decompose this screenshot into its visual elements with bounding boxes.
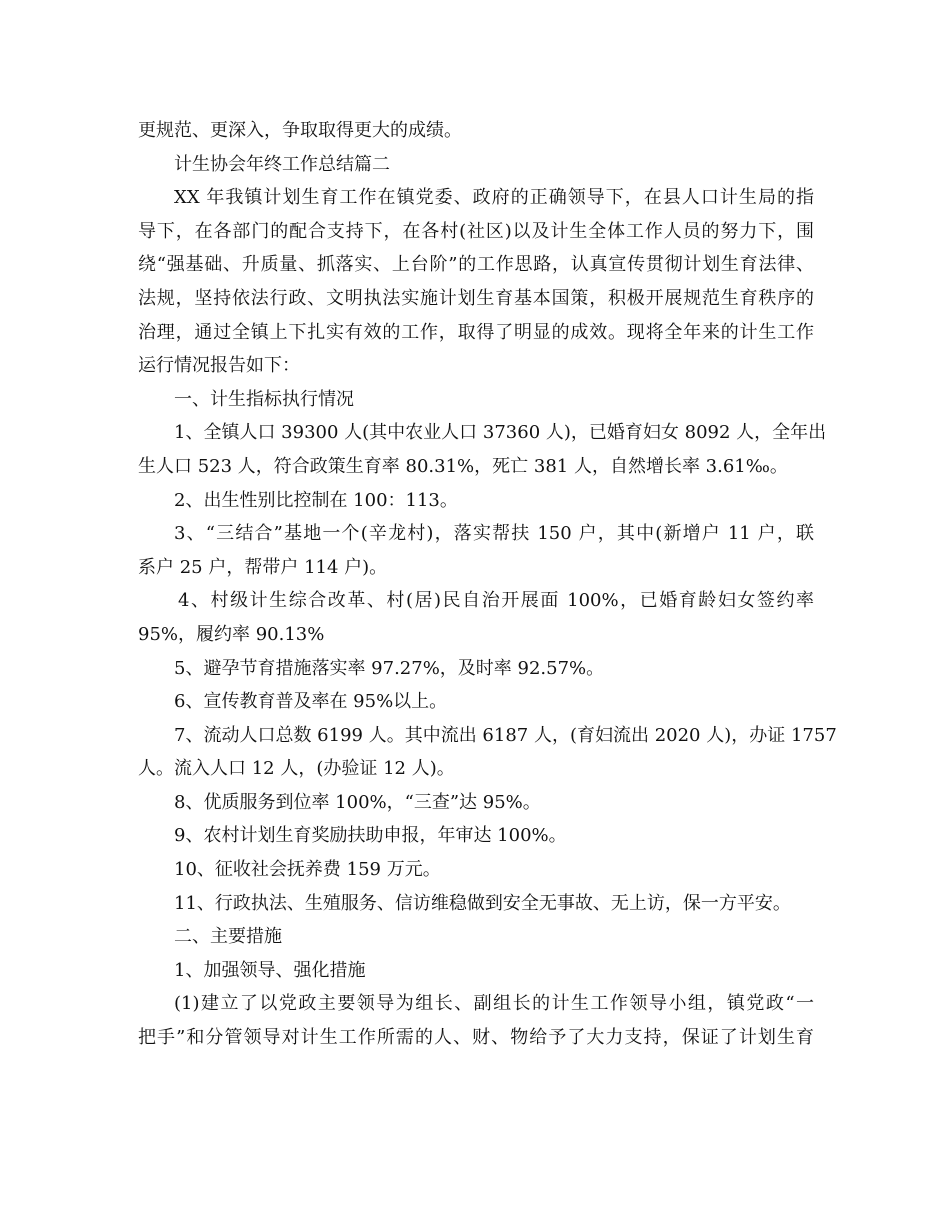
paragraph-line: 人。流入人口 12 人，(办验证 12 人)。 — [138, 758, 455, 780]
paragraph-line: 11、行政执法、生殖服务、信访维稳做到安全无事故、无上访，保一方平安。 — [174, 892, 791, 914]
paragraph-line: 把手”和分管领导对计生工作所需的人、财、物给予了大力支持，保证了计划生育 — [138, 1027, 814, 1049]
paragraph-line: XX 年我镇计划生育工作在镇党委、政府的正确领导下，在县人口计生局的指 — [174, 187, 814, 209]
heading-measures: 二、主要措施 — [174, 926, 282, 948]
paragraph-line: 法规，坚持依法行政、文明执法实施计划生育基本国策，积极开展规范生育秩序的 — [138, 287, 814, 309]
paragraph-line: 4、村级计生综合改革、村(居)民自治开展面 100%，已婚育龄妇女签约率 — [178, 590, 814, 612]
paragraph-line: 95%，履约率 90.13% — [138, 623, 325, 645]
paragraph-line: 运行情况报告如下： — [138, 355, 300, 377]
paragraph-line: 8、优质服务到位率 100%，“三查”达 95%。 — [174, 791, 541, 813]
paragraph-line: 生人口 523 人，符合政策生育率 80.31%，死亡 381 人，自然增长率 3.61‰。 — [138, 455, 788, 477]
paragraph-line: 5、避孕节育措施落实率 97.27%，及时率 92.57%。 — [174, 657, 605, 679]
paragraph-line: 更规范、更深入，争取取得更大的成绩。 — [138, 120, 462, 141]
paragraph-line: 治理，通过全镇上下扎实有效的工作，取得了明显的成效。现将全年来的计生工作 — [138, 321, 814, 343]
subheading: 1、加强领导、强化措施 — [174, 959, 366, 981]
paragraph-line: 3、“三结合”基地一个(辛龙村)，落实帮扶 150 户，其中(新增户 11 户，联 — [174, 523, 814, 545]
paragraph-line: (1)建立了以党政主要领导为组长、副组长的计生工作领导小组，镇党政“一 — [174, 993, 814, 1015]
paragraph-line: 2、出生性别比控制在 100：113。 — [174, 489, 458, 511]
paragraph-line: 10、征收社会抚养费 159 万元。 — [174, 859, 441, 881]
paragraph-line: 系户 25 户，帮带户 114 户)。 — [138, 556, 388, 578]
paragraph-line: 6、宣传教育普及率在 95%以上。 — [174, 691, 448, 713]
paragraph-line: 导下，在各部门的配合支持下，在各村(社区)以及计生全体工作人员的努力下，围 — [138, 220, 814, 242]
paragraph-line: 绕“强基础、升质量、抓落实、上台阶”的工作思路，认真宣传贯彻计划生育法律、 — [138, 254, 814, 276]
document-body — [138, 114, 837, 1055]
paragraph-line: 7、流动人口总数 6199 人。其中流出 6187 人，(育妇流出 2020 人)，办证 1757 — [174, 724, 837, 746]
paragraph-line: 9、农村计划生育奖励扶助申报，年审达 100%。 — [174, 825, 567, 847]
paragraph-line: 1、全镇人口 39300 人(其中农业人口 37360 人)，已婚育妇女 8092 人，全年出 — [174, 422, 827, 444]
heading-indicators: 一、计生指标执行情况 — [174, 388, 354, 410]
section-title: 计生协会年终工作总结篇二 — [174, 153, 390, 175]
